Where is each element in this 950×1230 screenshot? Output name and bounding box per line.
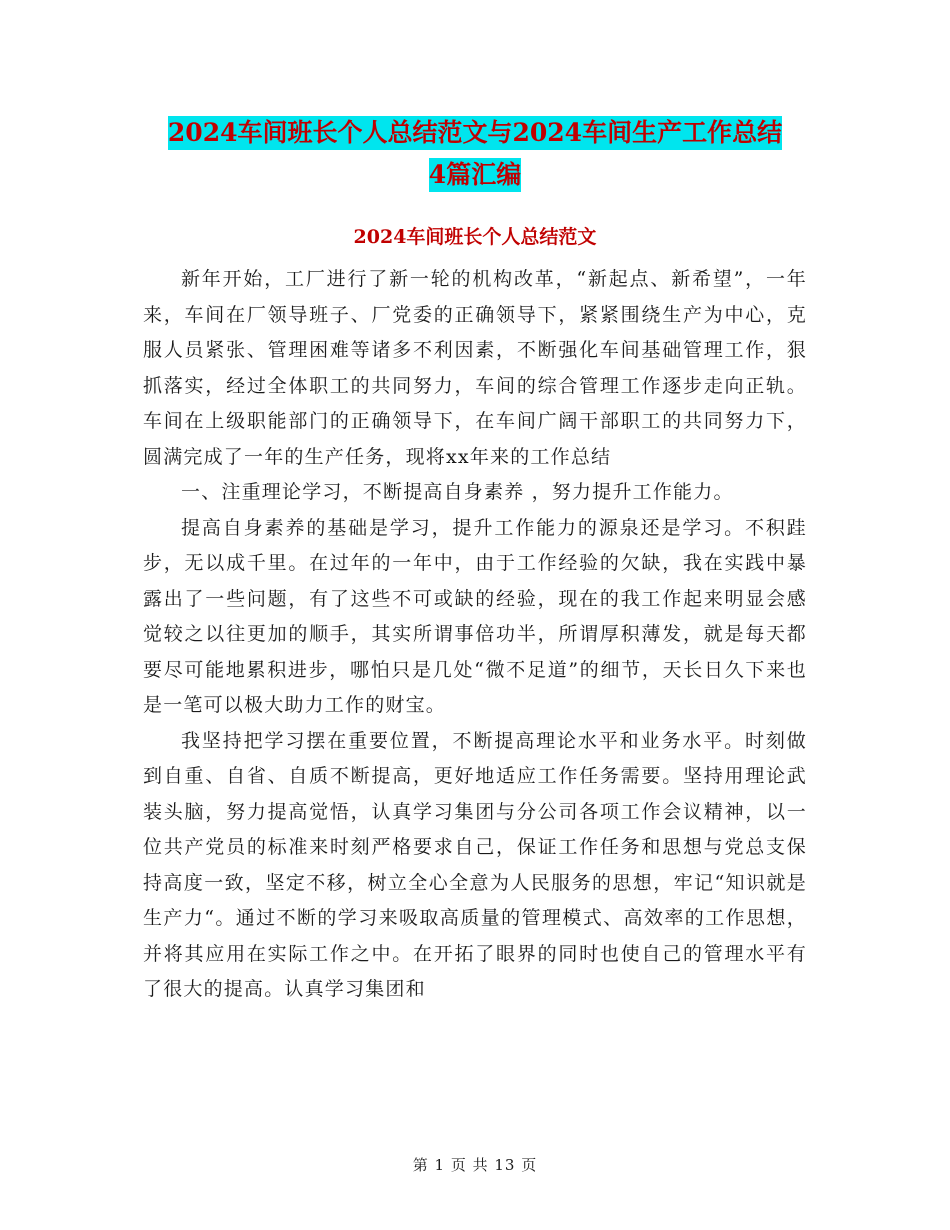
document-title bbox=[100, 112, 850, 196]
paragraph-heading-1: 一、注重理论学习，不断提高自身素养 ，努力提升工作能力。 bbox=[181, 481, 734, 503]
page-footer bbox=[0, 1154, 950, 1175]
footer-prefix: 第 bbox=[412, 1156, 429, 1174]
footer-suffix: 页 bbox=[521, 1156, 538, 1174]
title-line-1: 2024车间班长个人总结范文与2024车间生产工作总结 bbox=[168, 116, 782, 150]
document-body bbox=[143, 262, 807, 1008]
footer-page-number: 1 bbox=[434, 1156, 446, 1174]
section-title: 2024车间班长个人总结范文 bbox=[353, 226, 597, 248]
footer-mid: 页 共 bbox=[450, 1156, 489, 1174]
footer-page-total: 13 bbox=[494, 1156, 516, 1174]
paragraph-intro: 新年开始，工厂进行了新一轮的机构改革，“新起点、新希望”，一年来，车间在厂领导班子、厂党委的正确领导下，紧紧围绕生产为中心，克服人员紧张、管理困难等诸多不利因素，不断强化车间基础管理工作，狠抓落实，经过全体职工的共同努力，车间的综合管理工作逐步走向正轨。车间在上级职能部门的正确领导下，在车间广阔干部职工的共同努力下，圆满完成了一年的生产任务，现将xx年来的工作总结 bbox=[143, 268, 807, 468]
paragraph-practice: 我坚持把学习摆在重要位置，不断提高理论水平和业务水平。时刻做到自重、自省、自质不断提高，更好地适应工作任务需要。坚持用理论武装头脑，努力提高觉悟，认真学习集团与分公司各项工作会议精神，以一位共产党员的标准来时刻严格要求自己，保证工作任务和思想与党总支保持高度一致，坚定不移，树立全心全意为人民服务的思想，牢记“知识就是生产力“。通过不断的学习来吸取高质量的管理模式、高效率的工作思想，并将其应用在实际工作之中。在开拓了眼界的同时也使自己的管理水平有了很大的提高。认真学习集团和 bbox=[143, 729, 807, 1000]
paragraph-study: 提高自身素养的基础是学习，提升工作能力的源泉还是学习。不积跬步，无以成千里。在过年的一年中，由于工作经验的欠缺，我在实践中暴露出了一些问题，有了这些不可或缺的经验，现在的我工作起来明显会感觉较之以往更加的顺手，其实所谓事倍功半，所谓厚积薄发，就是每天都要尽可能地累积进步，哪怕只是几处“微不足道”的细节，天长日久下来也是一笔可以极大助力工作的财宝。 bbox=[143, 516, 807, 716]
title-line-2: 4篇汇编 bbox=[429, 158, 521, 192]
